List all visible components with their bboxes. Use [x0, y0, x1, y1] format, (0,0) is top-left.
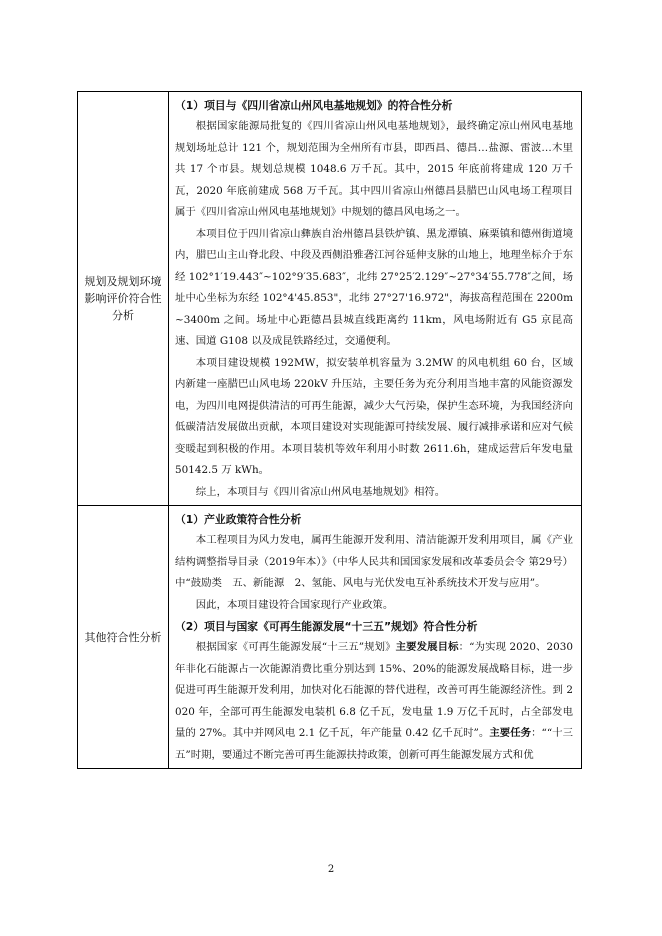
text-run: 根据国家《可再生能源发展“十三五”规划》 [195, 641, 396, 653]
bold-text-run: 主要发展目标 [395, 641, 459, 653]
row-label-planning: 规划及规划环境影响评价符合性分析 [78, 92, 169, 506]
paragraph: 根据国家能源局批复的《四川省凉山州风电基地规划》，最终确定凉山州风电基地规划场址总计 121 个，规划范围为全州所有市县，即西昌、德昌…盐源、雷波…木里共 17 个市县。规划总规模 1048.6 万千瓦。其中，2015 年底前将建成 120 万千瓦，2020 年底前建成 568 万千瓦。其中四川省凉山州德昌县腊巴山风电场工程项目属于《四川省凉山州风电基地规划》中规划的德昌风电场之一。 [175, 120, 573, 218]
paragraph: 本项目建设规模 192MW，拟安装单机容量为 3.2MW 的风电机组 60 台，区域内新建一座腊巴山风电场 220kV 升压站，主要任务为充分利用当地丰富的风能资源发电，为四川电网提供清洁的可再生能源，减少大气污染，保护生态环境，为我国经济向低碳清洁发展做出贡献，本项目建设对实现能源可持续发展、履行减排承诺和应对气候变暖起到积极的作用。本项目装机等效年利用小时数 2611.6h，建成运营后年发电量 50142.5 万 kWh。 [175, 356, 573, 476]
paragraph [175, 637, 573, 766]
paragraph: 综上，本项目与《四川省凉山州风电基地规划》相符。 [195, 485, 446, 498]
text-run: ：“为实现 2020、2030 年非化石能源占一次能源消费比重分别达到 15%、20%的能源发展战略目标，进一步促进可再生能源开发利用，加快对化石能源的替代进程，改善可再生能源经济性。到 2020 年，全部可再生能源发电装机 6.8 亿千瓦，发电量 1.9 万亿千瓦时，占全部发电量的 27%。其中并网风电 2.1 亿千瓦，年产能量 0.42 亿千瓦时”。 [175, 641, 574, 739]
text-run: ：““十三五”时期，要通过不断完善可再生能源扶持政策，创新可再生能源发展方式和优 [175, 727, 573, 761]
section-heading: （1）项目与《四川省凉山州风电基地规划》的符合性分析 [175, 99, 453, 112]
section-heading: （2）项目与国家《可再生能源发展“十三五”规划》符合性分析 [175, 620, 478, 633]
table-row [78, 92, 582, 506]
table-row [78, 506, 582, 769]
paragraph: 本项目位于四川省凉山彝族自治州德昌县铁炉镇、黑龙潭镇、麻栗镇和德州街道境内，腊巴山主山脊北段、中段及西侧沿雅砻江河谷延伸支脉的山地上，地理坐标介于东经 102°1′19.443″~102°9′35.683″，北纬 27°25′2.129″~27°34′55.778″之间，场址中心坐标为东经 102°4'45.853"，北纬 27°27'16.972"，海拔高程范围在 2200m~3400m 之间。场址中心距德昌县城直线距离约 11km，风电场附近有 G5 京昆高速、国道 G108 以及成昆铁路经过，交通便利。 [175, 227, 573, 347]
row-content-other [169, 506, 582, 769]
compliance-table [77, 91, 582, 769]
page-number: 2 [327, 864, 335, 875]
row-label-other: 其他符合性分析 [78, 506, 169, 769]
paragraph: 因此，本项目建设符合国家现行产业政策。 [195, 598, 394, 611]
row-content-planning [169, 92, 582, 506]
paragraph: 本工程项目为风力发电，属再生能源开发利用、清洁能源开发利用项目，属《产业结构调整指导目录（2019年本）》（中华人民共和国国家发展和改革委员会令 第29号）中“鼓励类 五、新能源 2、氢能、风电与光伏发电互补系统技术开发与应用”。 [175, 534, 573, 589]
bold-text-run: 主要任务 [489, 727, 532, 739]
section-heading: （1）产业政策符合性分析 [175, 513, 302, 526]
